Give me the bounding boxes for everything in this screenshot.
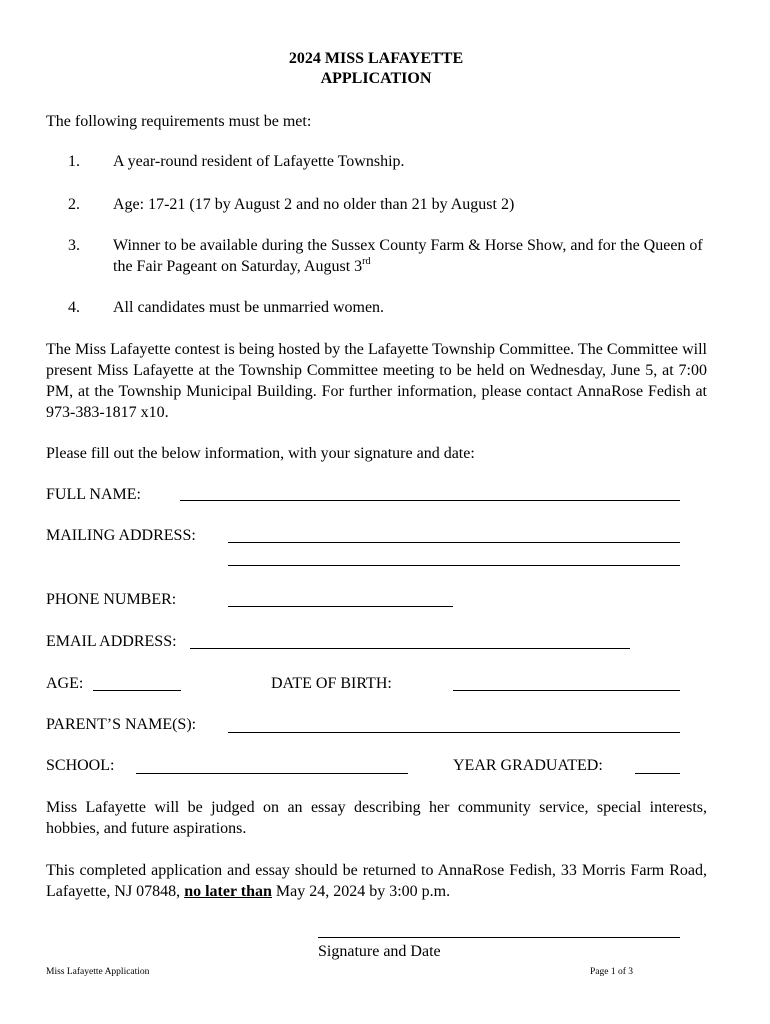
superscript: rd [362, 255, 371, 267]
contest-info-paragraph: The Miss Lafayette contest is being hosted by the Lafayette Township Committee. The Committee will present Miss Lafayette at the Township Committee meeting to be held on Wednesday, June 5, at 7:00 PM, at the Township Municipal Building. For further information, please contact AnnaRose Fedish at 973-383-1817 x10. [46, 341, 707, 421]
mailing-address-field[interactable] [228, 542, 680, 543]
school-field[interactable] [136, 773, 408, 774]
email-address-label: EMAIL ADDRESS: [46, 633, 177, 650]
age-field[interactable] [93, 690, 181, 691]
phone-number-field[interactable] [228, 606, 453, 607]
email-address-field[interactable] [190, 648, 630, 649]
age-label: AGE: [46, 675, 84, 692]
return-paragraph: This completed application and essay should be returned to AnnaRose Fedish, 33 Morris Farm Road, Lafayette, NJ 07848, no later than May 24, 2024 by 3:00 p.m. [46, 862, 707, 900]
requirement-text: Age: 17-21 (17 by August 2 and no older than 21 by August 2) [113, 196, 515, 213]
requirement-text: Winner to be available during the Sussex County Farm & Horse Show, and for the Queen of the Fair Pageant on Saturday, August 3rd [113, 237, 703, 275]
school-label: SCHOOL: [46, 757, 115, 774]
requirement-number: 2. [68, 196, 80, 213]
footer-document-name: Miss Lafayette Application [46, 967, 150, 977]
page-title: 2024 MISS LAFAYETTE [288, 50, 464, 67]
page-subtitle: APPLICATION [320, 70, 432, 87]
date-of-birth-field[interactable] [453, 690, 680, 691]
signature-caption: Signature and Date [318, 943, 441, 960]
date-of-birth-label: DATE OF BIRTH: [271, 675, 392, 692]
year-graduated-label: YEAR GRADUATED: [453, 757, 603, 774]
mailing-address-field-line2[interactable] [228, 565, 680, 566]
parents-name-label: PARENT’S NAME(S): [46, 716, 197, 733]
deadline-emphasis: no later than [184, 883, 272, 900]
footer-page-number: Page 1 of 3 [590, 967, 634, 977]
requirement-text: A year-round resident of Lafayette Township. [113, 153, 405, 170]
requirement-number: 1. [68, 153, 80, 170]
full-name-label: FULL NAME: [46, 486, 141, 503]
phone-number-label: PHONE NUMBER: [46, 591, 177, 608]
full-name-field[interactable] [180, 500, 680, 501]
requirements-intro: The following requirements must be met: [46, 113, 312, 130]
requirement-number: 3. [68, 237, 80, 254]
fill-instructions: Please fill out the below information, with your signature and date: [46, 445, 475, 462]
parents-name-field[interactable] [228, 732, 680, 733]
judging-paragraph: Miss Lafayette will be judged on an essay describing her community service, special interests, hobbies, and future aspirations. [46, 799, 707, 837]
requirement-text: All candidates must be unmarried women. [113, 299, 385, 316]
requirement-number: 4. [68, 299, 80, 316]
signature-field[interactable] [318, 937, 680, 938]
mailing-address-label: MAILING ADDRESS: [46, 527, 196, 544]
year-graduated-field[interactable] [635, 773, 680, 774]
